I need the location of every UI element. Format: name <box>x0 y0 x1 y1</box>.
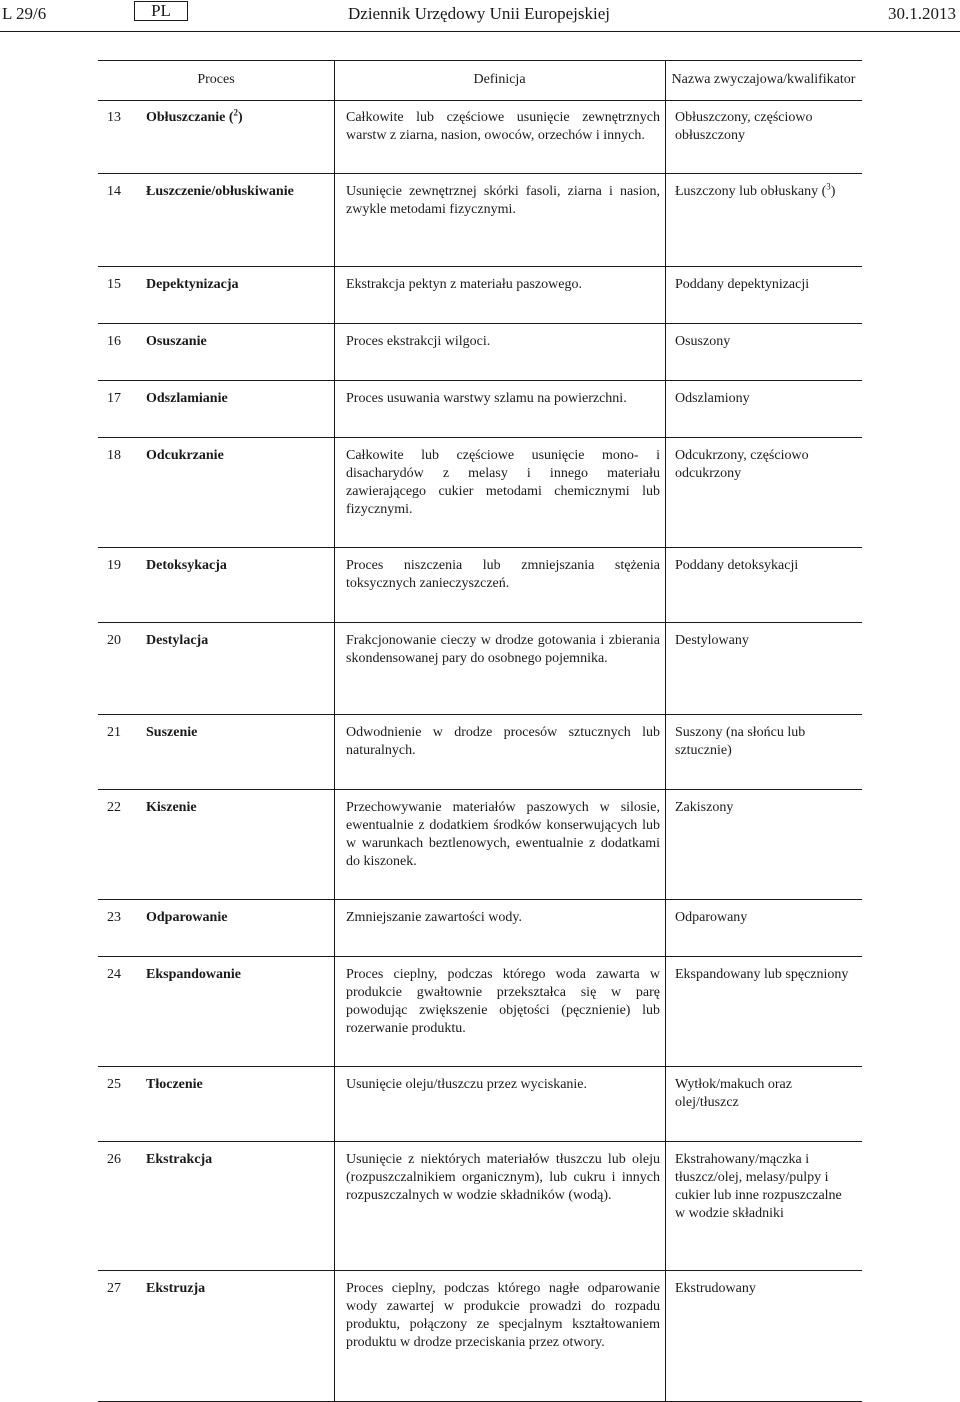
process-name: Tłoczenie <box>146 1077 203 1092</box>
process-definition: Usunięcie zewnętrznej skórki fasoli, ziarna i nasion, zwykle metodami fizycznymi. <box>346 184 660 217</box>
common-name: Odszlamiony <box>675 391 750 406</box>
column-header-process: Proces <box>197 72 235 87</box>
common-name: Zakiszony <box>675 800 734 815</box>
table-row <box>98 174 862 266</box>
process-name: Łuszczenie/obłuskiwanie <box>146 184 294 199</box>
process-name: Ekstruzja <box>146 1281 206 1296</box>
publication-date: 30.1.2013 <box>888 4 956 23</box>
common-name: Poddany depektynizacji <box>675 277 810 292</box>
table-header-row <box>98 60 862 100</box>
row-number: 21 <box>107 725 121 740</box>
process-name: Depektynizacja <box>146 277 239 292</box>
header-rule <box>0 31 960 32</box>
table-row <box>98 623 862 714</box>
process-definition: Proces niszczenia lub zmniejszania stężenia toksycznych zanieczyszczeń. <box>346 558 660 591</box>
process-definition: Całkowite lub częściowe usunięcie mono- i disacharydów z melasy i innego materiału zawierającego cukier metodami chemicznymi lub fizycznymi. <box>346 448 660 517</box>
row-number: 14 <box>107 184 121 199</box>
common-name: Wytłok/makuch oraz olej/tłuszcz <box>675 1077 792 1110</box>
common-name: Poddany detoksykacji <box>675 558 799 573</box>
table-row <box>98 100 862 173</box>
row-number: 13 <box>107 110 121 125</box>
common-name: Obłuszczony, częściowo obłuszczony <box>675 110 813 143</box>
row-number: 19 <box>107 558 121 573</box>
common-name: Odparowany <box>675 910 748 925</box>
table-row <box>98 900 862 956</box>
process-definition: Ekstrakcja pektyn z materiału paszowego. <box>346 277 582 292</box>
process-definition: Proces cieplny, podczas którego woda zawarta w produkcie gwałtownie przekształca się w parę powodując zwiększenie objętości (pęcznienie) lub rozerwanie produktu. <box>346 967 660 1036</box>
table-row <box>98 1067 862 1141</box>
process-definition: Całkowite lub częściowe usunięcie zewnętrznych warstw z ziarna, nasion, owoców, orzechów i innych. <box>346 110 660 143</box>
row-number: 26 <box>107 1152 121 1167</box>
column-header-definition: Definicja <box>473 72 526 87</box>
table-row <box>98 1142 862 1270</box>
page-reference: L 29/6 <box>2 4 47 23</box>
table-body <box>98 100 862 1402</box>
row-number: 17 <box>107 391 121 406</box>
common-name: Łuszczony lub obłuskany ($^3$) <box>675 181 836 199</box>
process-definition: Odwodnienie w drodze procesów sztucznych lub naturalnych. <box>346 725 660 758</box>
process-definition: Usunięcie oleju/tłuszczu przez wyciskanie. <box>346 1077 588 1092</box>
page-header <box>0 0 960 28</box>
table-row <box>98 438 862 547</box>
process-definition: Usunięcie z niektórych materiałów tłuszczu lub oleju (rozpuszczalnikiem organicznym), lub cukru i innych rozpuszczalnych w wodzie składników (wodą). <box>346 1152 660 1203</box>
process-name: Ekstrakcja <box>146 1152 213 1167</box>
process-table <box>98 60 862 1402</box>
table-row <box>98 715 862 789</box>
process-definition: Proces usuwania warstwy szlamu na powierzchni. <box>346 391 627 406</box>
row-number: 23 <box>107 910 121 925</box>
process-name: Detoksykacja <box>146 558 227 573</box>
table-row <box>98 324 862 380</box>
row-number: 22 <box>107 800 121 815</box>
process-name: Suszenie <box>146 725 198 740</box>
process-definition: Przechowywanie materiałów paszowych w silosie, ewentualnie z dodatkiem środków konserwujących lub w warunkach beztlenowych, ewentualnie z dodatkami do kiszonek. <box>346 800 660 869</box>
row-number: 20 <box>107 633 121 648</box>
table-row <box>98 790 862 899</box>
process-name: Ekspandowanie <box>146 967 241 982</box>
row-number: 16 <box>107 334 121 349</box>
process-name: Odszlamianie <box>146 391 228 406</box>
common-name: Odcukrzony, częściowo odcukrzony <box>675 448 809 481</box>
process-definition: Proces ekstrakcji wilgoci. <box>346 334 491 349</box>
process-definition: Frakcjonowanie cieczy w drodze gotowania i zbierania skondensowanej pary do osobnego pojemnika. <box>346 633 660 666</box>
common-name: Ekstrahowany/mączka i tłuszcz/olej, melasy/pulpy i cukier lub inne rozpuszczalne w wodzie składniki <box>675 1152 842 1221</box>
row-number: 27 <box>107 1281 121 1296</box>
process-name: Osuszanie <box>146 334 207 349</box>
process-name: Kiszenie <box>146 800 197 815</box>
common-name: Suszony (na słońcu lub sztucznie) <box>675 725 806 758</box>
table-row <box>98 957 862 1066</box>
table-row <box>98 267 862 323</box>
process-name: Destylacja <box>146 633 209 648</box>
row-number: 24 <box>107 967 121 982</box>
table-row <box>98 1271 862 1401</box>
process-name: Obłuszczanie ($^2$) <box>146 107 243 125</box>
journal-title: Dziennik Urzędowy Unii Europejskiej <box>348 4 611 23</box>
process-definition: Zmniejszanie zawartości wody. <box>346 910 522 925</box>
table-row <box>98 381 862 437</box>
process-name: Odparowanie <box>146 910 228 925</box>
table-row <box>98 548 862 622</box>
process-name: Odcukrzanie <box>146 448 224 463</box>
row-number: 25 <box>107 1077 121 1092</box>
common-name: Ekstrudowany <box>675 1281 756 1296</box>
row-number: 18 <box>107 448 121 463</box>
process-definition: Proces cieplny, podczas którego nagłe odparowanie wody zawartej w produkcie prowadzi do rozpadu produktu, połączony ze specjalnym kształtowaniem produktu w drodze przeciskania przez otwory. <box>346 1281 660 1350</box>
column-header-name: Nazwa zwyczajowa/kwalifikator <box>671 72 856 87</box>
language-badge: PL <box>134 1 188 21</box>
common-name: Osuszony <box>675 334 731 349</box>
common-name: Ekspandowany lub spęczniony <box>675 967 849 982</box>
row-number: 15 <box>107 277 121 292</box>
common-name: Destylowany <box>675 633 749 648</box>
